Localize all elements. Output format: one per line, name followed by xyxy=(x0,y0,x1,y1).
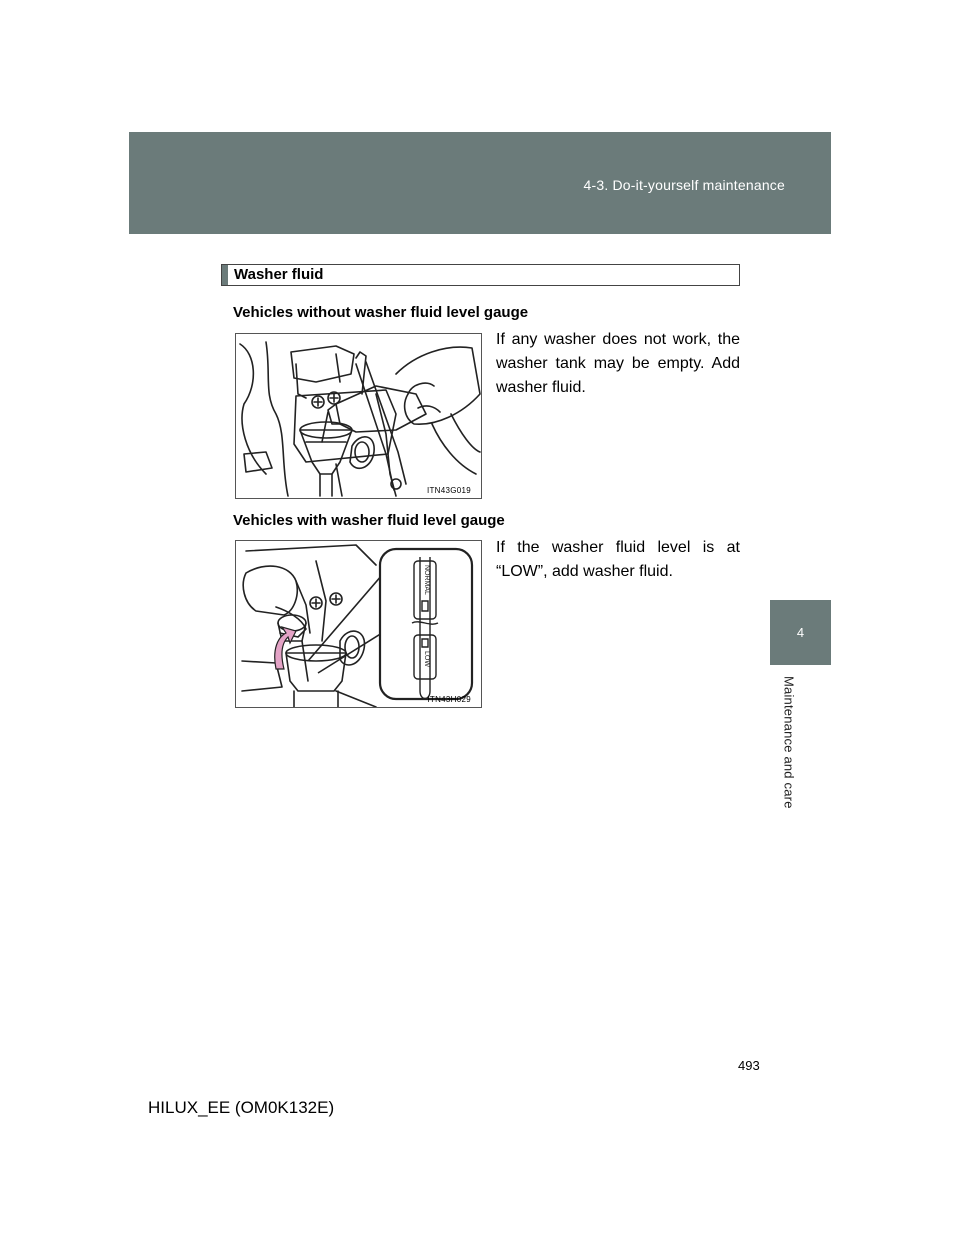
chapter-tab xyxy=(770,600,831,665)
chapter-number: 4 xyxy=(796,625,805,640)
item-caption-with-gauge: Vehicles with washer fluid level gauge xyxy=(233,512,505,529)
figure-refill-with-gauge xyxy=(235,540,482,708)
section-label: 4-3. Do-it-yourself maintenance xyxy=(583,177,785,193)
item-text-with-gauge: If the washer fluid level is at “LOW”, add washer fluid. xyxy=(496,539,740,580)
figure-refill-no-gauge xyxy=(235,333,482,499)
page-number: 493 xyxy=(738,1058,760,1073)
chapter-label: Maintenance and care xyxy=(781,676,797,809)
header-band xyxy=(129,132,831,234)
item-caption-no-gauge: Vehicles without washer fluid level gauge xyxy=(233,304,529,321)
subsection-title: Washer fluid xyxy=(234,266,324,283)
washer-gauge-illustration xyxy=(236,541,481,707)
footer-model-code: HILUX_EE (OM0K132E) xyxy=(148,1098,335,1117)
heading-accent-bar xyxy=(222,265,228,285)
figure-code: ITN43H029 xyxy=(427,695,471,704)
subsection-heading xyxy=(221,264,740,286)
gauge-low-mark: LOW xyxy=(423,651,430,667)
figure-code: ITN43G019 xyxy=(426,486,471,495)
item-text-no-gauge: If any washer does not work, the washer tank may be empty. Add washer fluid. xyxy=(496,331,740,396)
gauge-normal-mark: NORMAL xyxy=(423,565,430,595)
washer-refill-illustration xyxy=(236,334,481,498)
